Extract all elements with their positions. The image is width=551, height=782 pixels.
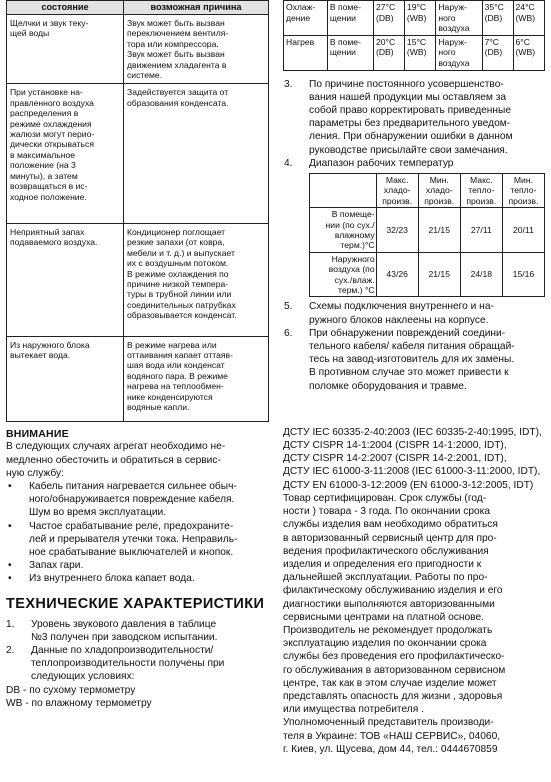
condition-text: 20°C	[375, 36, 396, 47]
condition-text: (DB)	[484, 47, 503, 58]
cause-cell	[124, 84, 269, 223]
tech-item-line: теплопроизводительности получены при	[31, 658, 225, 670]
range-header-text: произв.	[508, 195, 539, 206]
table-row	[7, 15, 269, 84]
range-header-text: произв.	[424, 195, 455, 206]
condition-text: Наруж-	[438, 2, 468, 12]
range-value: 24/18	[460, 252, 502, 297]
condition-text: щении	[329, 12, 356, 23]
warning-list	[6, 480, 269, 586]
cause-line: тора или компрессора.	[127, 38, 219, 49]
condition-text: (DB)	[375, 12, 394, 23]
cause-line: образовывается конденсат.	[127, 310, 237, 321]
list-item	[6, 480, 269, 520]
cause-paragraph	[127, 49, 265, 80]
condition-cell	[482, 35, 513, 70]
range-header-text: Макс.	[470, 174, 493, 185]
state-cell	[7, 15, 124, 84]
state-line: При установке на-	[10, 87, 83, 98]
certification-line: ности ) товара - 3 года. По окончании срока	[283, 506, 490, 518]
condition-text: (WB)	[406, 47, 427, 58]
temperature-range-body	[310, 173, 545, 296]
tech-legend	[6, 684, 269, 710]
range-header-cell	[376, 173, 418, 207]
state-cell	[7, 84, 124, 223]
cause-line: оттаивания капает оттаяв-	[127, 349, 233, 360]
range-header-text: произв.	[382, 195, 413, 206]
range-label-text: Наружного	[331, 253, 375, 264]
condition-cell	[373, 35, 404, 70]
condition-text: 15°C	[406, 36, 427, 47]
item-line: ружного блоков наклеены на корпусе.	[309, 314, 489, 326]
range-value: 21/15	[418, 252, 460, 297]
warning-item-line: ное срабатывание выключателей и кнопок.	[29, 547, 234, 559]
cause-cell	[124, 15, 269, 84]
item-line: При обнаружении повреждений соедини-	[309, 327, 506, 339]
state-line: жалюзи могут перио-	[10, 129, 95, 140]
item-line: Схемы подключения внутреннего и на-	[309, 301, 494, 313]
item-number: 2.	[6, 645, 15, 657]
representative-line: теля в Украине: ТОВ «НАШ СЕРВИС», 04060,	[283, 730, 501, 742]
left-column	[6, 0, 269, 710]
certification-line: го обслуживания в авторизованном сервисном	[283, 664, 506, 676]
cause-line: Кондиционер поглощает	[127, 226, 226, 237]
condition-text: (DB)	[484, 12, 503, 23]
tech-item-line: следующих условиях:	[31, 671, 135, 683]
condition-text: (WB)	[515, 12, 536, 23]
cause-line: водяного пара. В режиме	[127, 370, 228, 381]
tech-list	[6, 618, 269, 684]
range-header-text: Мин.	[513, 174, 533, 185]
table-row	[310, 173, 545, 207]
cause-line: системе.	[127, 70, 163, 81]
standard-line: ДСТУ IEC 60335-2-40:2003 (IEC 60335-2-40:1995, IDT),	[283, 426, 542, 438]
table-row	[7, 84, 269, 223]
representative-text	[283, 716, 545, 756]
cause-line: соединительных патрубках	[127, 299, 236, 310]
condition-text: 19°C	[406, 2, 427, 12]
condition-text: дение	[286, 12, 311, 23]
warning-intro	[6, 440, 269, 480]
condition-cell	[436, 1, 482, 36]
item-line: параметры без предварительного уведом-	[309, 118, 511, 130]
cause-line: Звук может быть вызван	[127, 49, 225, 60]
certification-line: службы без проведения его профилактическо-	[283, 651, 505, 663]
range-header-cell	[502, 173, 544, 207]
state-cell	[7, 336, 124, 422]
certification-line: эксплуатацию изделия по окончании срока	[283, 638, 487, 650]
item-line: вания нашей продукции мы оставляем за	[309, 91, 507, 103]
warning-intro-line: медленно обесточить и обратиться в сервис-	[6, 454, 221, 466]
corner-cell	[310, 173, 377, 207]
tech-item-line: Уровень звукового давления в таблице	[31, 618, 217, 630]
table-row	[7, 223, 269, 336]
range-label-text: В помеще-	[331, 209, 375, 220]
cause-line: переключением вентиля-	[127, 28, 229, 39]
standard-line: ДСТУ CISPR 14-2:2007 (CISPR 14-2:2001, IDT),	[283, 453, 507, 465]
condition-text: ного	[438, 12, 456, 23]
range-value: 20/11	[502, 208, 544, 253]
condition-cell	[327, 1, 373, 36]
state-line: вытекает вода.	[10, 349, 71, 360]
state-line: подаваемого воздуха.	[10, 237, 98, 248]
range-header-text: тепло-	[468, 185, 495, 196]
condition-text: Нагрев	[286, 36, 315, 47]
range-value: 21/15	[418, 208, 460, 253]
condition-text: 27°C	[375, 2, 396, 12]
warning-item-line: • Кабель питания нагревается сильнее обыч-	[29, 481, 237, 493]
item-line: В противном случае это может привести к	[309, 367, 509, 379]
cause-line: В режиме охлаждения по	[127, 268, 229, 279]
list-item	[6, 559, 269, 572]
standard-line: ДСТУ IEC 61000-3-11:2008 (IEC 61000-3-11:2000, IDT),	[283, 466, 541, 478]
condition-text: ного	[438, 47, 456, 58]
condition-text: В поме-	[329, 2, 361, 12]
warning-item-line: • Из внутреннего блока капает вода.	[29, 573, 195, 585]
certification-line: диагностики выполняются авторизованными	[283, 598, 495, 610]
certification-line: центре, так как в этом случае изделие может	[283, 677, 497, 689]
range-value: 27/11	[460, 208, 502, 253]
cause-line: Звук может быть вызван	[127, 18, 225, 28]
condition-text: (WB)	[406, 12, 427, 23]
cause-line: шая вода или конденсат	[127, 360, 225, 371]
cause-line: водяные капли.	[127, 402, 190, 412]
legend-line: DB - по сухому термометру	[6, 684, 136, 696]
item-line: поломке оборудования и травме.	[309, 380, 467, 392]
cause-line: резкие запахи (от ковра,	[127, 237, 225, 248]
certification-line: в авторизованный сервисный центр для про-	[283, 532, 497, 544]
range-label-text: терм.)°C	[340, 240, 375, 251]
condition-cell	[513, 1, 544, 36]
condition-text: 24°C	[515, 2, 535, 12]
cause-line: В режиме нагрева или	[127, 339, 217, 350]
cause-line: мебели и т. д.) и выпускает	[127, 247, 235, 258]
condition-text: 7°C	[484, 36, 500, 47]
certification-line: Производитель не рекомендует продолжать	[283, 624, 493, 636]
table-row	[310, 252, 545, 297]
range-header-text: тепло-	[510, 185, 537, 196]
table-row	[284, 35, 545, 70]
condition-text: воздуха	[438, 57, 470, 68]
warning-item-line: • Запах гари.	[29, 560, 84, 572]
certification-line: представлять опасность для жизни , здоровья	[283, 690, 503, 702]
right-list-2	[283, 300, 545, 392]
state-line: возвращаться в ис-	[10, 181, 88, 192]
cause-paragraph	[127, 227, 265, 269]
cause-line: образования конденсата.	[127, 97, 229, 108]
range-header-cell	[460, 173, 502, 207]
condition-text: воздуха	[438, 23, 470, 34]
item-line: По причине постоянного усовершенство-	[309, 78, 504, 90]
standards-list	[283, 426, 545, 492]
troubleshooting-body	[7, 15, 269, 422]
condition-cell	[513, 35, 544, 70]
state-line: ходное положение.	[10, 191, 87, 202]
condition-cell	[373, 1, 404, 36]
condition-text: Охлаж-	[286, 2, 316, 12]
condition-cell	[284, 1, 328, 36]
certification-line: дальнейшей эксплуатации. Работы по про-	[283, 572, 488, 584]
standard-line: ДСТУ CISPR 14-1:2004 (CISPR 14-1:2000, IDT),	[283, 440, 507, 452]
certification-text	[283, 492, 545, 716]
cause-line: Задействуется защита от	[127, 87, 229, 98]
conditions-body	[284, 1, 545, 71]
warning-intro-line: В следующих случаях агрегат необходимо не-	[6, 441, 226, 453]
range-value: 32/23	[376, 208, 418, 253]
range-row-label	[310, 208, 377, 253]
item-number: 5.	[284, 301, 293, 313]
state-line: в максимальное	[10, 149, 76, 160]
cause-line: нике конденсируются	[127, 391, 213, 402]
condition-cell	[482, 1, 513, 36]
cause-cell	[124, 336, 269, 422]
table-row	[310, 208, 545, 253]
list-item-5	[283, 300, 545, 326]
condition-text: 35°C	[484, 2, 504, 12]
cause-paragraph	[127, 340, 265, 413]
warning-item-line: Шум во время эксплуатации.	[29, 507, 167, 519]
item-line: Диапазон рабочих температур	[309, 157, 454, 169]
tech-title: ТЕХНИЧЕСКИЕ ХАРАКТЕРИСТИКИ	[6, 595, 265, 612]
certification-line: ведения профилактического обслуживания	[283, 545, 489, 557]
item-line: тельного кабеля/ кабеля питания обращай-	[309, 341, 515, 353]
condition-text: В поме-	[329, 36, 361, 47]
warning-item-line: • Частое срабатывание реле, предохраните-	[29, 520, 234, 532]
warning-title: ВНИМАНИЕ	[6, 428, 69, 441]
range-label-text: влажному	[334, 230, 375, 241]
condition-text: Наруж-	[438, 36, 468, 47]
range-header-text: хладо-	[425, 185, 453, 196]
cause-line: нагрева на теплообмен-	[127, 381, 224, 392]
range-row-label	[310, 252, 377, 297]
condition-cell	[436, 35, 482, 70]
header-state: состояние	[7, 1, 124, 15]
condition-cell	[404, 1, 435, 36]
cause-line: их с воздушным потоком.	[127, 258, 229, 269]
standard-line: ДСТУ EN 61000-3-12:2009 (EN 61000-3-12:2005, IDT)	[283, 479, 534, 491]
cause-cell	[124, 223, 269, 336]
range-label-text: воздуха (по	[328, 264, 375, 275]
cause-paragraph	[127, 18, 265, 49]
state-line: Щелчки и звук теку-	[10, 18, 89, 28]
cause-paragraph	[127, 269, 265, 321]
troubleshooting-table	[6, 0, 269, 422]
list-item-3	[283, 78, 545, 157]
state-cell	[7, 223, 124, 336]
tech-item-line: Данные по хладопроизводительности/	[31, 645, 214, 657]
state-line: дически открываться	[10, 139, 94, 150]
temperature-range-table	[309, 173, 545, 297]
certification-line: службы изделия вам необходимо обратиться	[283, 519, 498, 531]
cause-line: туры в трубной линии или	[127, 289, 232, 300]
representative-line: Уполномоченный представитель производи-	[283, 717, 494, 729]
warning-item-line: ного/обнаруживается повреждение кабеля.	[29, 494, 235, 506]
range-label-text: терм.) °C	[338, 285, 375, 296]
item-number: 6.	[284, 327, 293, 339]
item-number: 4.	[284, 157, 293, 169]
condition-text: 6°C	[515, 36, 530, 47]
troubleshooting-header-row	[7, 1, 269, 15]
state-line: положение (на 3	[10, 160, 76, 171]
list-item	[6, 618, 269, 644]
warning-intro-line: ную службу:	[6, 467, 64, 479]
state-line: правленного воздуха	[10, 97, 94, 108]
range-header-text: Мин.	[429, 174, 449, 185]
item-line: руководстве присылайте свои замечания.	[309, 144, 508, 156]
range-value: 43/26	[376, 252, 418, 297]
item-number: 3.	[284, 78, 293, 90]
certification-line: сервисными центрами на платной основе.	[283, 611, 484, 623]
certification-line: или имущества потребителя .	[283, 704, 424, 716]
right-column	[283, 0, 545, 756]
condition-text: (WB)	[515, 47, 536, 58]
condition-cell	[404, 35, 435, 70]
condition-cell	[284, 35, 328, 70]
cause-line: причине низкой темпера-	[127, 278, 229, 289]
state-line: минуты), а затем	[10, 170, 78, 181]
range-label-text: нии (по сух./	[325, 219, 375, 230]
range-header-text: Макс.	[385, 174, 409, 185]
item-line: собой право корректировать приведенные	[309, 104, 512, 116]
certification-line: Товар сертифицирован. Срок службы (год-	[283, 492, 487, 504]
list-item	[6, 644, 269, 684]
item-line: ления. При обнаружении ошибки в данном	[309, 131, 513, 143]
range-header-cell	[418, 173, 460, 207]
list-item	[6, 520, 269, 560]
certification-line: филактическому обслуживанию изделия и его	[283, 585, 503, 597]
cause-paragraph	[127, 87, 265, 108]
cause-line: движением хладагента в	[127, 59, 227, 70]
tech-item-line: №3 получен при заводском испытании.	[31, 631, 218, 643]
state-line: распределения в	[10, 108, 79, 119]
range-value: 15/16	[502, 252, 544, 297]
state-line: режиме охлаждения	[10, 118, 92, 129]
range-label-text: сух./влаж.	[334, 274, 375, 285]
table-row	[7, 336, 269, 422]
legend-line: WB - по влажному термометру	[6, 697, 152, 709]
state-line: щей воды	[10, 28, 50, 39]
representative-line: г. Киев, ул. Щусева, дом 44, тел.: 0444670859	[283, 743, 498, 755]
list-item	[6, 572, 269, 585]
state-line: Неприятный запах	[10, 226, 85, 237]
list-item-4	[283, 157, 545, 170]
header-cause: возможная причина	[124, 1, 269, 15]
range-header-text: хладо-	[383, 185, 411, 196]
conditions-table	[283, 0, 545, 71]
table-row	[284, 1, 545, 36]
right-list	[283, 78, 545, 170]
certification-line: изделия и определения его пригодности к	[283, 558, 482, 570]
state-line: Из наружного блока	[10, 339, 90, 350]
range-header-text: произв.	[466, 195, 497, 206]
list-item-6	[283, 327, 545, 393]
item-number: 1.	[6, 618, 15, 630]
condition-text: (DB)	[375, 47, 394, 58]
condition-cell	[327, 35, 373, 70]
warning-item-line: лей и прерывателя утечки тока. Неправиль-	[29, 533, 238, 545]
condition-text: щении	[329, 47, 356, 58]
item-line: тесь на завод-изготовитель для их замены.	[309, 354, 515, 366]
